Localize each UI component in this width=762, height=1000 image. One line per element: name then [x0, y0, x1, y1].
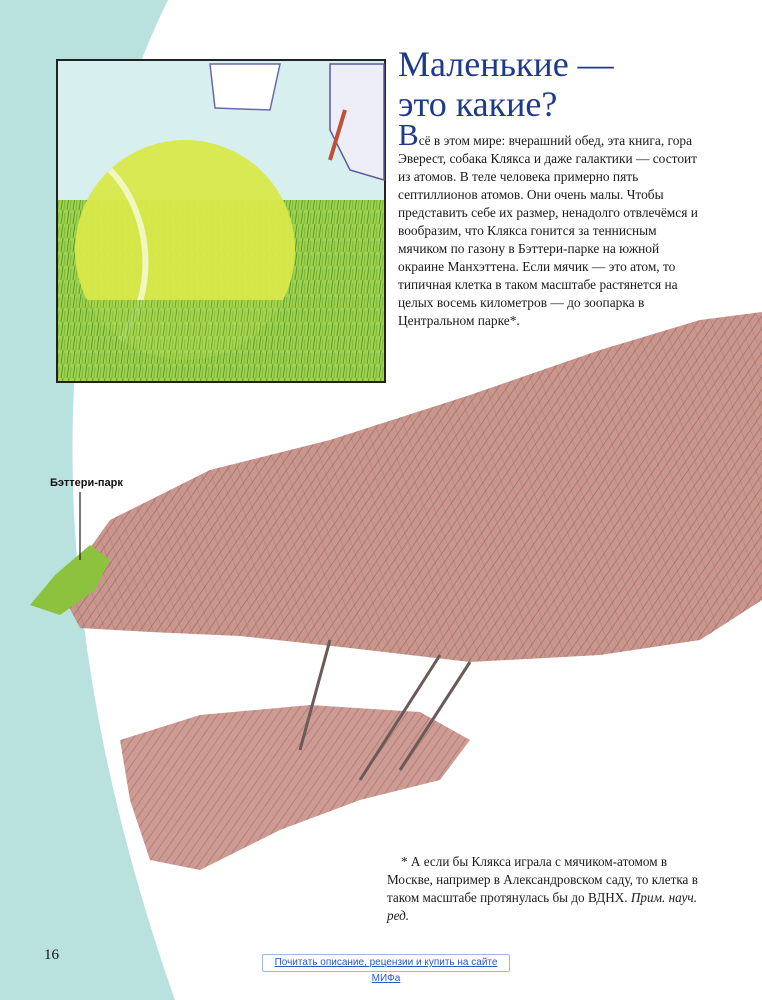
- drop-cap: В: [398, 117, 419, 152]
- footnote-marker: *: [401, 854, 408, 869]
- title-line-1: Маленькие —: [398, 44, 614, 84]
- body-text: сё в этом мире: вчерашний обед, эта книга, гора Эверест, собака Клякса и даже галактики — состоит из атомов. В теле человека примерно пять септиллионов атомов. Они очень малы. Чтобы представить себе их размер, ненадолго отвлечёмся и вообразим, что Клякса гонится за теннисным мячиком по газону в Бэттери-парке на южной окраине Манхэттена. Если мячик — это атом, то типичная клетка в таком масштабе растянется на целых восемь километров — до зоопарка в Центральном парке*.: [398, 133, 698, 328]
- lower-landmass: [120, 705, 470, 870]
- page-number: 16: [44, 947, 59, 963]
- footnote: [387, 853, 707, 925]
- buy-link[interactable]: Почитать описание, рецензии и купить на сайте МИФа: [262, 954, 510, 972]
- page-title: [398, 44, 738, 124]
- tennis-ball-inset: [57, 60, 385, 382]
- footnote-text: А если бы Клякса играла с мячиком-атомом в Москве, например в Александровском саду, то клетка в таком масштабе протянулась бы до ВДНХ.: [387, 854, 698, 905]
- body-paragraph: [398, 117, 698, 330]
- battery-park-label: Бэттери-парк: [50, 477, 123, 489]
- title-line-2: это какие?: [398, 84, 558, 124]
- footnote-credit: Прим. науч. ред.: [387, 890, 697, 923]
